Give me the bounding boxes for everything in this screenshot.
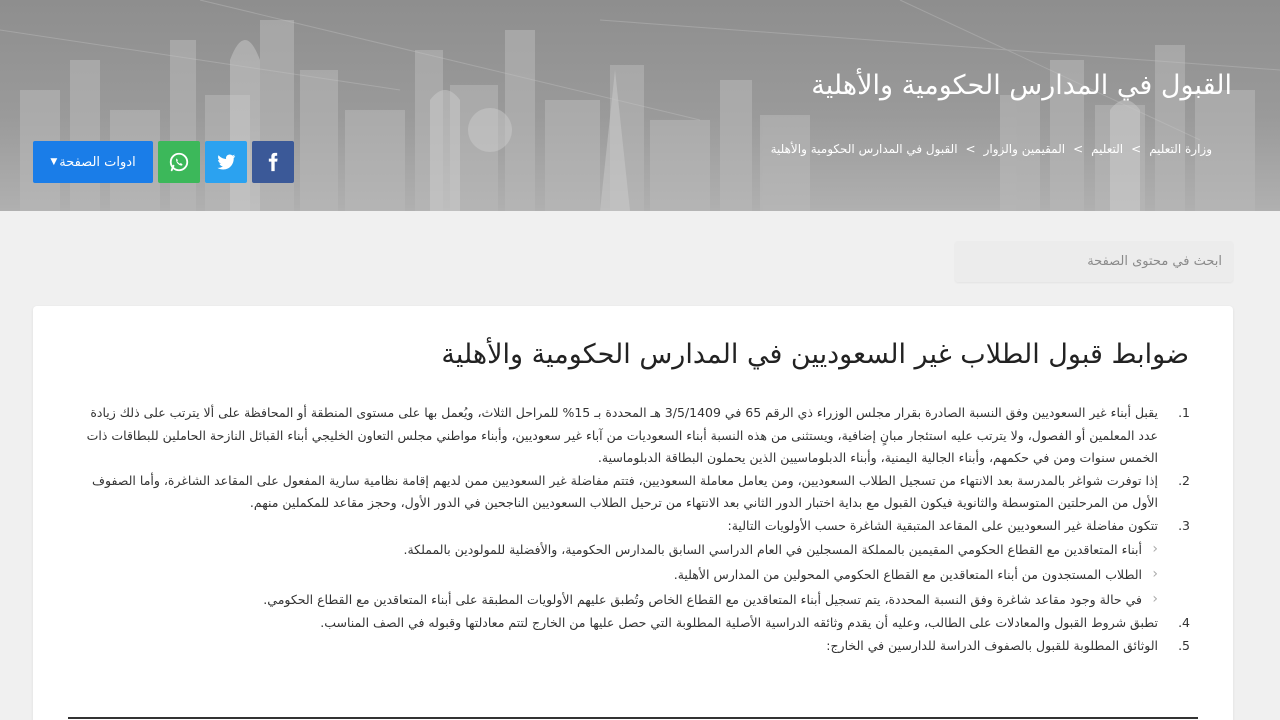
breadcrumb-item-residents[interactable]: المقيمين والزوار: [983, 142, 1066, 156]
list-item-number: 3.: [1178, 517, 1190, 533]
list-item-text: إذا توفرت شواغر بالمدرسة بعد الانتهاء من تسجيل الطلاب السعوديين، ومن يعامل معاملة السعوديين، فتتم مفاضلة غير السعوديين ممن لديهم إقامة نظامية سارية المفعول على المقاعد الشاغرة، وأما الصفوف الأول من المرحلتين المتوسطة والثانوية فيكون القبول مع بداية اختبار الدور الثاني بعد الانتهاء من ترحيل الطلاب السعوديين الناجحين في الدور الأول، وحجز مقاعد للمكملين منهم.: [92, 472, 1158, 510]
list-item: [69, 635, 1190, 658]
twitter-icon: [215, 151, 237, 173]
breadcrumb-separator: >: [1131, 142, 1142, 156]
list-item-text: تطبق شروط القبول والمعادلات على الطالب، وعليه أن يقدم وثائقه الدراسية الأصلية المطلوبة التي حصل عليها من الخارج لتتم معادلتها وقبوله في الصف المناسب.: [320, 615, 1158, 630]
sublist-item-text: في حالة وجود مقاعد شاغرة وفق النسبة المحددة، يتم تسجيل أبناء المتعاقدين مع القطاع الخاص وتُطبق عليهم الأولويات المطبقة على أبناء المتعاقدين مع القطاع الحكومي.: [263, 592, 1142, 607]
facebook-icon: [263, 151, 283, 173]
list-item-number: 4.: [1178, 615, 1190, 630]
list-item: [69, 515, 1190, 613]
list-item-number: 5.: [1178, 637, 1190, 653]
share-toolbar: [33, 141, 294, 183]
breadcrumb-separator: >: [965, 142, 976, 156]
content-card: [33, 306, 1233, 720]
list-item-text: تتكون مفاضلة غير السعوديين على المقاعد المتبقية الشاغرة حسب الأولويات التالية:: [727, 517, 1158, 533]
sublist-item-text: الطلاب المستجدون من أبناء المتعاقدين مع القطاع الحكومي المحولين من المدارس الأهلية.: [673, 567, 1142, 582]
admission-rules-list: [69, 402, 1190, 657]
content-title: ضوابط قبول الطلاب غير السعوديين في المدارس الحكومية والأهلية: [441, 339, 1189, 370]
list-item: [69, 470, 1190, 515]
page-tools-dropdown-button[interactable]: [33, 141, 153, 183]
whatsapp-icon: [168, 151, 190, 173]
page-search-input[interactable]: [955, 241, 1233, 282]
list-item-text: الوثائق المطلوبة للقبول بالصفوف الدراسة للدارسين في الخارج:: [826, 637, 1158, 653]
whatsapp-share-button[interactable]: [158, 141, 200, 183]
list-item: [69, 402, 1190, 470]
list-item-number: 1.: [1178, 405, 1190, 420]
caret-down-icon: ▼: [50, 157, 58, 167]
content-divider: [68, 717, 1198, 719]
list-item-text: يقبل أبناء غير السعوديين وفق النسبة الصادرة بقرار مجلس الوزراء ذي الرقم 65 في 3/5/1409 هـ المحددة بـ 15% للمراحل الثلاث، ويُعمل بها على مستوى المنطقة أو المحافظة على ألا يترتب على ذلك زيادة عدد المعلمين أو الفصول، ولا يترتب عليه استئجار مبانٍ إضافية، ويستثنى من هذه النسبة أبناء السعوديات من آباء غير سعوديين، وأبناء مواطني مجلس التعاون الخليجي أبناء القبائل النازحة الحاملين للبطاقات ذات الخمس سنوات ومن في حكمهم، وأبناء الجالية اليمنية، وأبناء الدبلوماسيين الذين يحملون البطاقة الدبلوماسية.: [86, 405, 1158, 465]
list-item: [69, 612, 1190, 635]
twitter-share-button[interactable]: [205, 141, 247, 183]
list-item-number: 2.: [1178, 472, 1190, 488]
chevron-left-icon: ‹: [1152, 591, 1158, 607]
sublist-item: [69, 562, 1158, 587]
content-body: [69, 402, 1190, 657]
chevron-left-icon: ‹: [1152, 566, 1158, 582]
sublist-item: [69, 587, 1158, 612]
breadcrumb-separator: >: [1073, 142, 1084, 156]
breadcrumb: [771, 142, 1212, 156]
sublist-item-text: أبناء المتعاقدين مع القطاع الحكومي المقيمين بالمملكة المسجلين في العام الدراسي السابق بالمدارس الحكومية، والأفضلية للمولودين بالمملكة.: [403, 542, 1142, 557]
page-header-banner: [0, 0, 1280, 211]
breadcrumb-item-education[interactable]: التعليم: [1091, 142, 1124, 156]
chevron-left-icon: ‹: [1152, 541, 1158, 557]
priorities-sublist: [69, 537, 1158, 612]
facebook-share-button[interactable]: [252, 141, 294, 183]
breadcrumb-item-current: القبول في المدارس الحكومية والأهلية: [770, 142, 958, 156]
page-search-box: [955, 241, 1233, 282]
breadcrumb-item-ministry[interactable]: وزارة التعليم: [1149, 142, 1212, 156]
page-tools-label: ادوات الصفحة: [59, 154, 136, 170]
sublist-item: [69, 537, 1158, 562]
page-title: القبول في المدارس الحكومية والأهلية: [811, 70, 1232, 101]
